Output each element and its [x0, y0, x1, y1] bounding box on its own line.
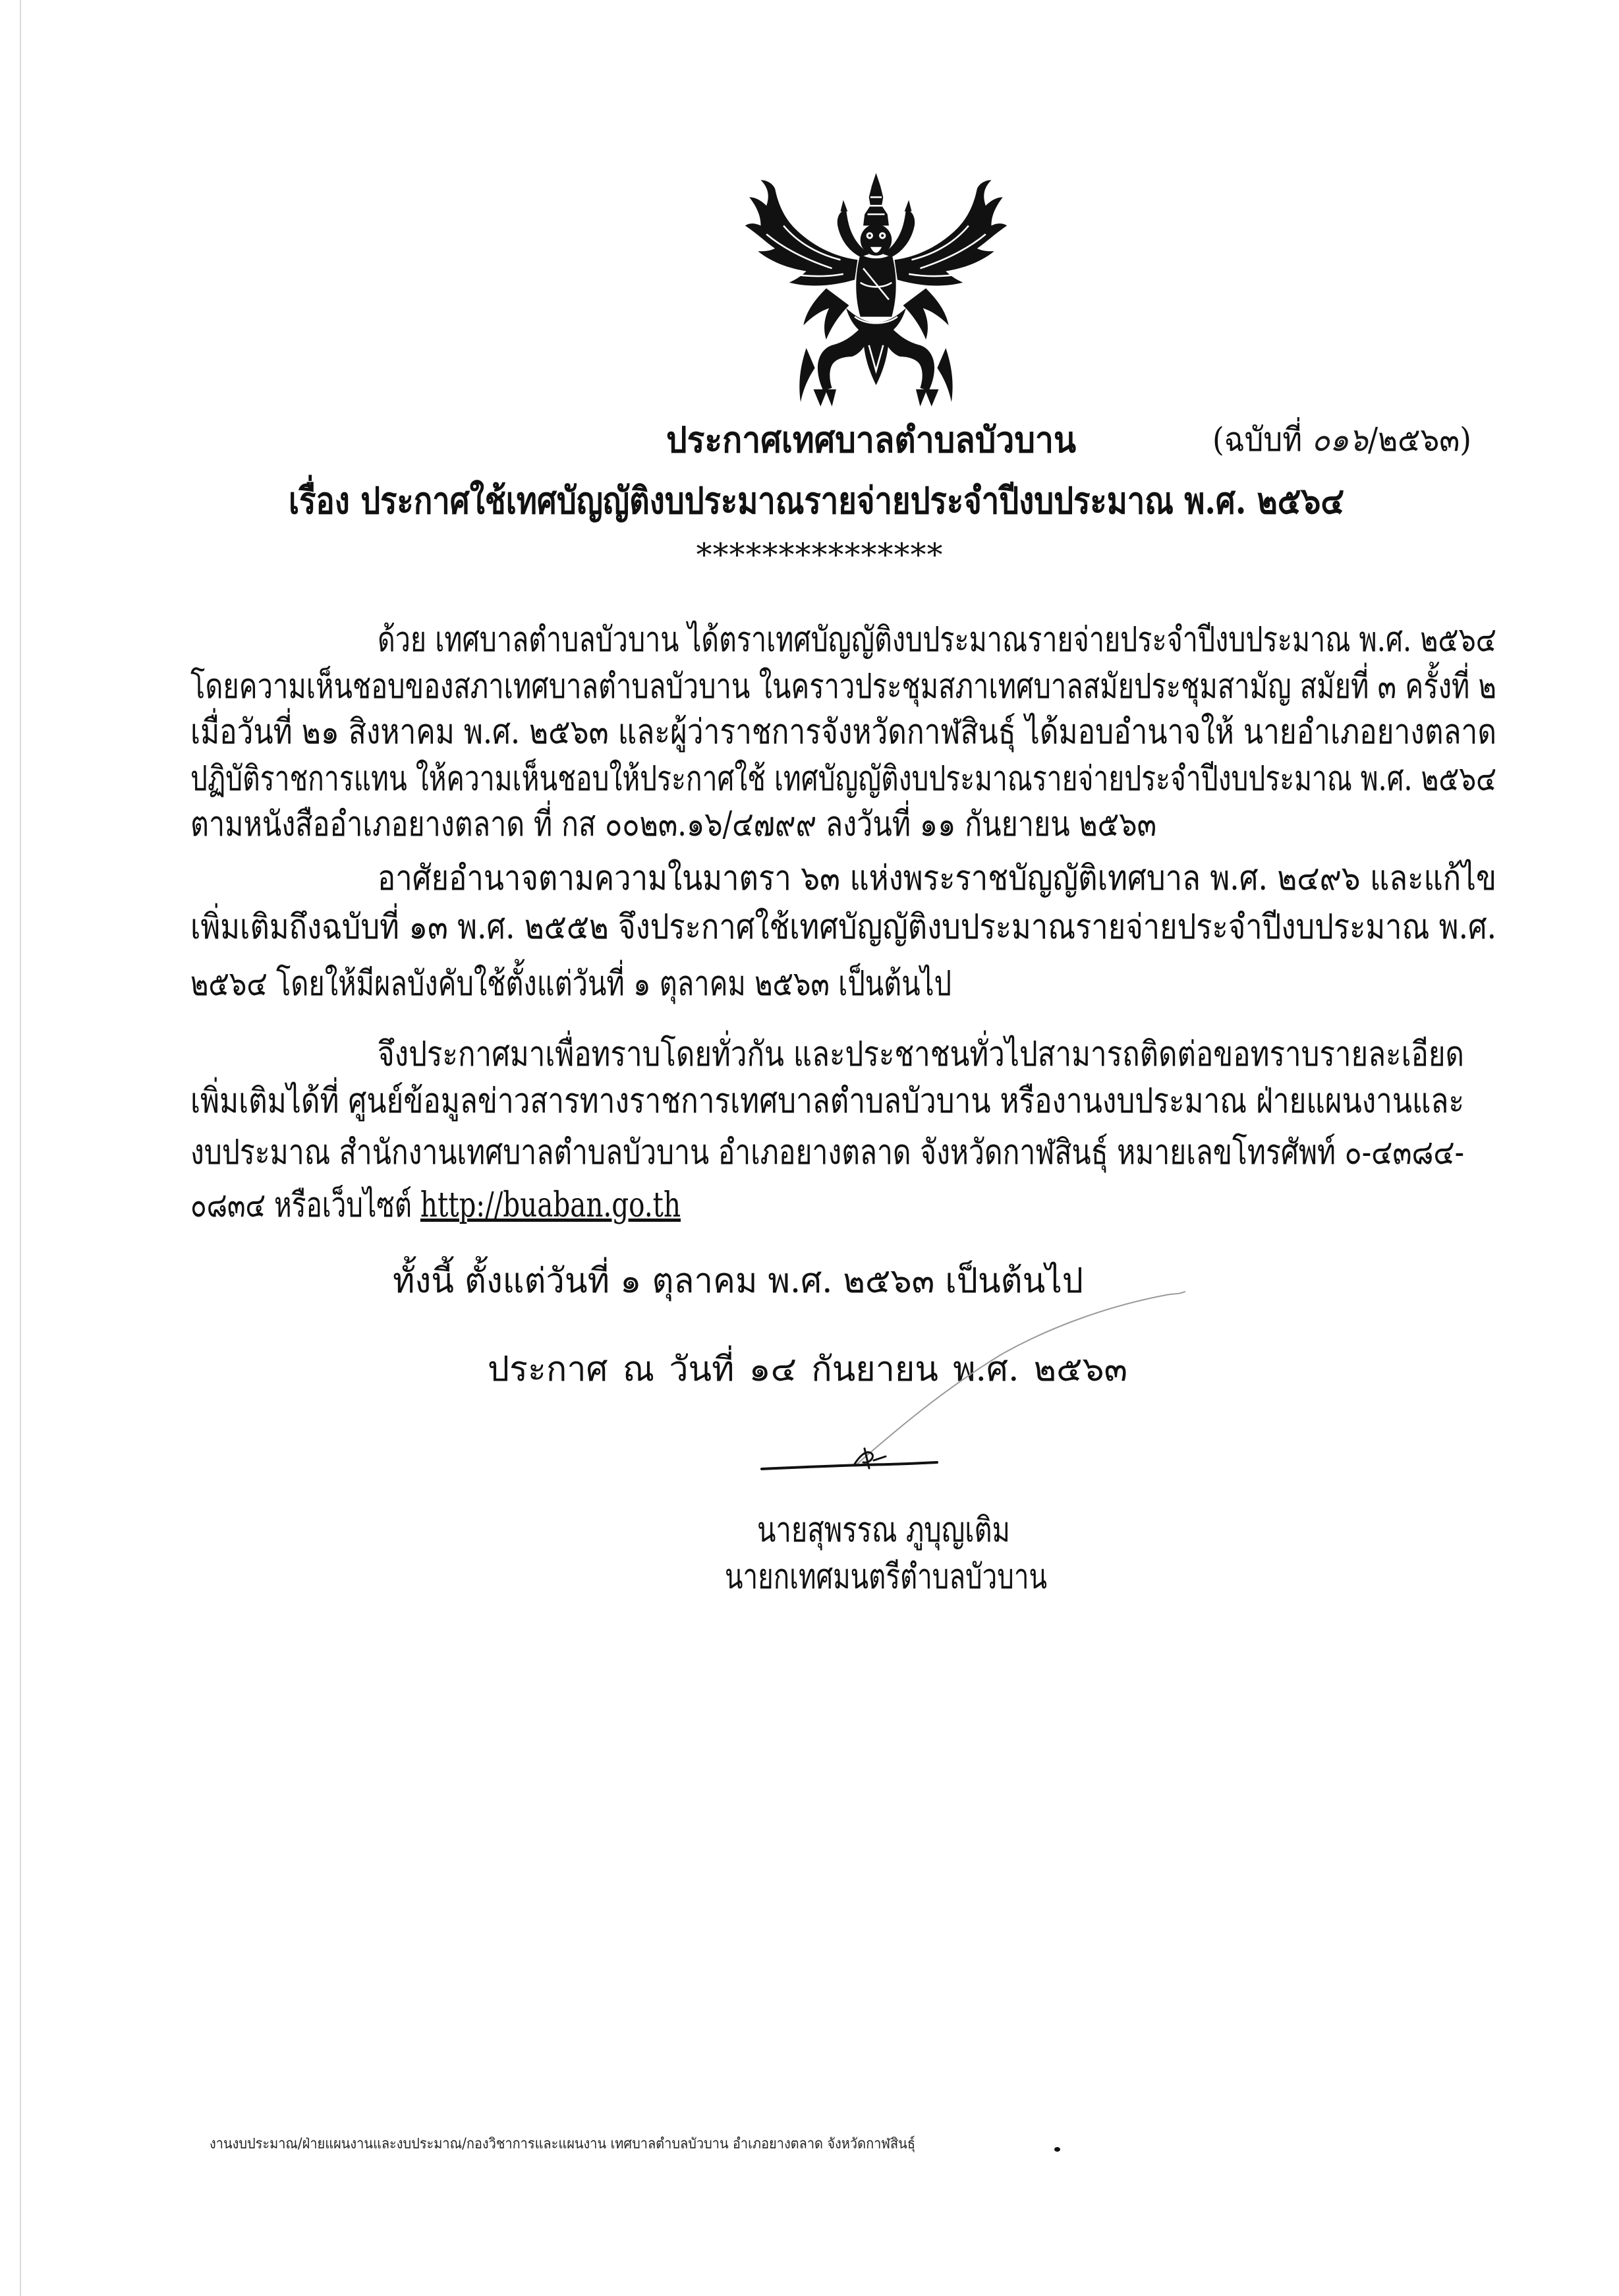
issue-prefix: (ฉบับที่: [1212, 420, 1303, 459]
paragraph-1-line-5-text: ตามหนังสืออำเภอยางตลาด ที่ กส ๐๐๒๓.๑๖/๔๗๙๙ ลงวันที่ ๑๑ กันยายน ๒๕๖๓: [190, 805, 1156, 844]
paragraph-2-line-1-text: อาศัยอำนาจตามความในมาตรา ๖๓ แห่งพระราชบัญญัติเทศบาล พ.ศ. ๒๔๙๖ และแก้ไข: [378, 859, 1496, 898]
signatory-name: [757, 1507, 1010, 1553]
separator-stars: [695, 535, 944, 575]
signature-main-stroke: [762, 1462, 937, 1469]
paragraph-2-line-2-text: เพิ่มเติมถึงฉบับที่ ๑๓ พ.ศ. ๒๕๕๒ จึงประกาศใช้เทศบัญญัติงบประมาณรายจ่ายประจำปีงบประมาณ พ.ศ.: [190, 907, 1496, 947]
footer-note-text: งานงบประมาณ/ฝ่ายแผนงานและงบประมาณ/กองวิชาการและแผนงาน เทศบาลตำบลบัวบาน อำเภอยางตลาด จังหวัดกาฬสินธุ์: [210, 2136, 915, 2152]
paragraph-1-line-1: [378, 617, 1496, 663]
subject-line: [289, 476, 1344, 526]
website-link[interactable]: http://buaban.go.th: [420, 1186, 681, 1225]
paragraph-3-line-4: [190, 1182, 681, 1228]
paragraph-1-line-2-text: โดยความเห็นชอบของสภาเทศบาลตำบลบัวบาน ในคราวประชุมสภาเทศบาลสมัยประชุมสามัญ สมัยที่ ๓ ครั้งที่ ๒: [190, 667, 1496, 706]
paragraph-1-line-1-text: ด้วย เทศบาลตำบลบัวบาน ได้ตราเทศบัญญัติงบประมาณรายจ่ายประจำปีงบประมาณ พ.ศ. ๒๕๖๔: [378, 620, 1496, 660]
footer-note: [210, 2134, 915, 2155]
paragraph-2-line-2: [190, 904, 1496, 950]
effective-date-text: ทั้งนี้ ตั้งแต่วันที่ ๑ ตุลาคม พ.ศ. ๒๕๖๓ เป็นต้นไป: [393, 1261, 1083, 1301]
announcement-title: [666, 416, 1076, 463]
scan-edge-line: [20, 0, 21, 2296]
announcement-title-text: ประกาศเทศบาลตำบลบัวบาน: [666, 418, 1076, 461]
signatory-name-text: นายสุพรรณ ภูบุญเติม: [757, 1510, 1010, 1550]
paragraph-2-line-1: [378, 855, 1496, 902]
paragraph-1-line-4: [190, 756, 1496, 802]
paragraph-1-line-3: [190, 709, 1496, 755]
scan-speck: [1054, 2147, 1060, 2152]
subject-text: ประกาศใช้เทศบัญญัติงบประมาณรายจ่ายประจำปีงบประมาณ พ.ศ. ๒๕๖๔: [360, 479, 1345, 523]
issue-handwritten-number: ๐๑๖: [1311, 420, 1368, 459]
signature-diagonal-stroke: [857, 1292, 1185, 1464]
paragraph-3-line-1-text: จึงประกาศมาเพื่อทราบโดยทั่วกัน และประชาชนทั่วไปสามารถติดต่อขอทราบรายละเอียด: [378, 1035, 1464, 1074]
paragraph-2-line-3-text: ๒๕๖๔ โดยให้มีผลบังคับใช้ตั้งแต่วันที่ ๑ ตุลาคม ๒๕๖๓ เป็นต้นไป: [190, 964, 952, 1004]
paragraph-1-line-4-text: ปฏิบัติราชการแทน ให้ความเห็นชอบให้ประกาศใช้ เทศบัญญัติงบประมาณรายจ่ายประจำปีงบประมาณ พ.ศ. ๒๕๖๔: [190, 759, 1496, 799]
paragraph-3-line-4-text: [190, 1182, 681, 1228]
separator-stars-text: ***************: [696, 536, 944, 573]
paragraph-1-line-3-text: เมื่อวันที่ ๒๑ สิงหาคม พ.ศ. ๒๕๖๓ และผู้ว่าราชการจังหวัดกาฬสินธุ์ ได้มอบอำนาจให้ นายอำเภอยางตลาด: [190, 712, 1496, 752]
announced-date-text: ประกาศ ณ วันที่ ๑๔ กันยายน พ.ศ. ๒๕๖๓: [488, 1350, 1127, 1389]
paragraph-3-line-2-text: เพิ่มเติมได้ที่ ศูนย์ข้อมูลข่าวสารทางราชการเทศบาลตำบลบัวบาน หรืองานงบประมาณ ฝ่ายแผนงานและ: [190, 1081, 1464, 1121]
paragraph-3-line-1: [378, 1031, 1464, 1077]
issue-suffix: /๒๕๖๓): [1367, 420, 1471, 459]
issue-number-text: [1212, 416, 1471, 463]
garuda-emblem: [741, 169, 1011, 418]
paragraph-3-line-3: [190, 1130, 1464, 1176]
signatory-position: [725, 1554, 1047, 1600]
paragraph-1-line-2: [190, 664, 1496, 710]
issue-number: [1212, 416, 1471, 463]
website-prefix: ๐๘๓๔ หรือเว็บไซต์: [190, 1186, 412, 1225]
paragraph-3-line-3-text: งบประมาณ สำนักงานเทศบาลตำบลบัวบาน อำเภอยางตลาด จังหวัดกาฬสินธุ์ หมายเลขโทรศัพท์ ๐-๔๓๘๔-: [190, 1133, 1464, 1172]
paragraph-1-line-5: [190, 801, 1156, 847]
subject-label: เรื่อง: [289, 479, 350, 523]
signature: [725, 1278, 1199, 1496]
paragraph-3-line-2: [190, 1078, 1464, 1124]
signatory-position-text: นายกเทศมนตรีตำบลบัวบาน: [725, 1557, 1047, 1597]
paragraph-2-line-3: [190, 961, 952, 1007]
subject-line-text: [289, 476, 1344, 526]
